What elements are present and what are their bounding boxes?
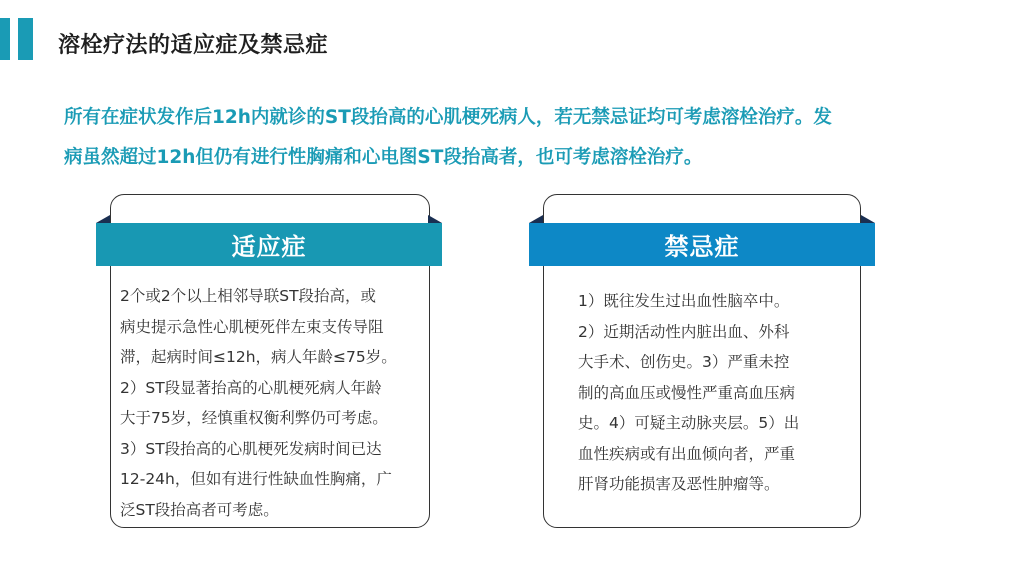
text-line: 1）既往发生过出血性脑卒中。 xyxy=(578,292,790,310)
text-line: 血性疾病或有出血倾向者，严重 xyxy=(578,444,796,463)
text-line: 12-24h，但如有进行性缺血性胸痛，广 xyxy=(120,470,392,488)
text-line: 滞，起病时间≤12h，病人年龄≤75岁。 xyxy=(120,348,397,366)
title-accent-bar xyxy=(0,18,10,60)
text-line: 3）ST段抬高的心肌梗死发病时间已达 xyxy=(120,439,382,458)
intro-paragraph xyxy=(64,98,944,178)
text-line: 2个或2个以上相邻导联ST段抬高，或 xyxy=(120,287,377,305)
text-line: 史。4）可疑主动脉夹层。5）出 xyxy=(578,414,800,432)
ribbon-fold xyxy=(861,215,875,223)
text-line: 2）近期活动性内脏出血、外科 xyxy=(578,322,790,341)
text-line: 大于75岁，经慎重权衡利弊仍可考虑。 xyxy=(120,409,388,427)
text-line: 制的高血压或慢性严重高血压病 xyxy=(578,383,796,402)
text-line: 大手术、创伤史。3）严重未控 xyxy=(578,353,790,371)
intro-line: 病虽然超过12h但仍有进行性胸痛和心电图ST段抬高者，也可考虑溶栓治疗。 xyxy=(64,147,703,168)
contraindications-heading: 禁忌症 xyxy=(529,223,875,266)
ribbon-fold xyxy=(428,215,442,223)
contraindications-text xyxy=(578,286,828,500)
text-line: 2）ST段显著抬高的心肌梗死病人年龄 xyxy=(120,378,382,397)
text-line: 泛ST段抬高者可考虑。 xyxy=(120,500,279,519)
ribbon-fold xyxy=(96,215,110,223)
text-line: 病史提示急性心肌梗死伴左束支传导阻 xyxy=(120,317,384,336)
indications-heading: 适应症 xyxy=(96,223,442,266)
ribbon-fold xyxy=(529,215,543,223)
title-accent-bar xyxy=(18,18,33,60)
text-line: 肝肾功能损害及恶性肿瘤等。 xyxy=(578,475,780,493)
indications-text xyxy=(120,281,420,525)
page-title: 溶栓疗法的适应症及禁忌症 xyxy=(58,33,329,58)
intro-line: 所有在症状发作后12h内就诊的ST段抬高的心肌梗死病人，若无禁忌证均可考虑溶栓治疗。发 xyxy=(64,107,832,128)
